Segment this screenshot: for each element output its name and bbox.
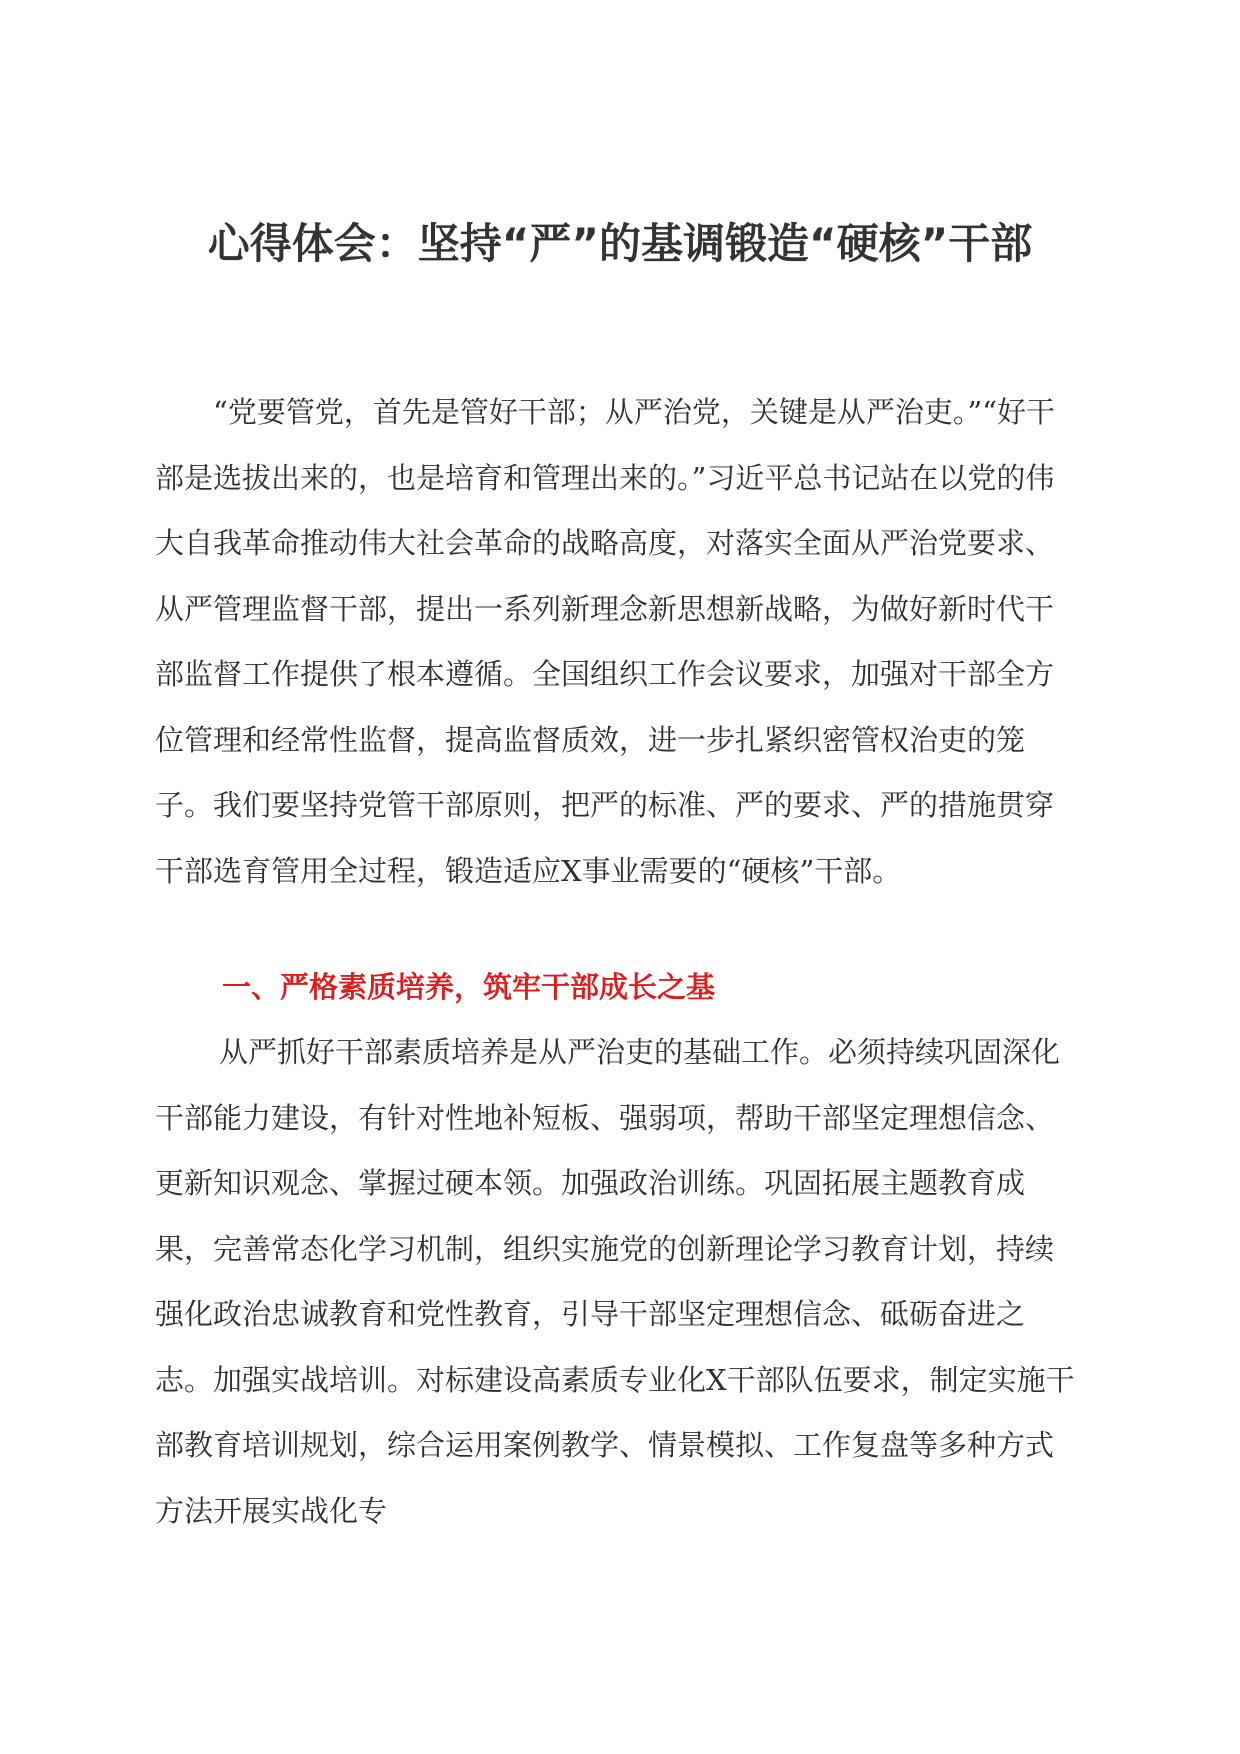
section-paragraph: 从严抓好干部素质培养是从严治吏的基础工作。必须持续巩固深化干部能力建设，有针对性地补短板、强弱项，帮助干部坚定理想信念、更新知识观念、掌握过硬本领。加强政治训练。巩固拓展主题教育成果，完善常态化学习机制，组织实施党的创新理论学习教育计划，持续强化政治忠诚教育和党性教育，引导干部坚定理想信念、砥砺奋进之志。加强实战培训。对标建设高素质专业化X干部队伍要求，制定实施干部教育培训规划，综合运用案例教学、情景模拟、工作复盘等多种方式方法开展实战化专 (155, 1035, 1075, 1528)
section-heading: 一、严格素质培养，筑牢干部成长之基 (222, 970, 716, 1004)
intro-paragraph: “党要管党，首先是管好干部；从严治党，关键是从严治吏。”“好干部是选拔出来的，也是培育和管理出来的。”习近平总书记站在以党的伟大自我革命推动伟大社会革命的战略高度，对落实全面从严治党要求、从严管理监督干部，提出一系列新理念新思想新战略，为做好新时代干部监督工作提供了根本遵循。全国组织工作会议要求，加强对干部全方位管理和经常性监督，提高监督质效，进一步扎紧织密管权治吏的笼子。我们要坚持党管干部原则，把严的标准、严的要求、严的措施贯穿干部选育管用全过程，锻造适应X事业需要的“硬核”干部。 (155, 395, 1055, 888)
document-title: 心得体会：坚持“严”的基调锻造“硬核”干部 (207, 219, 1033, 268)
